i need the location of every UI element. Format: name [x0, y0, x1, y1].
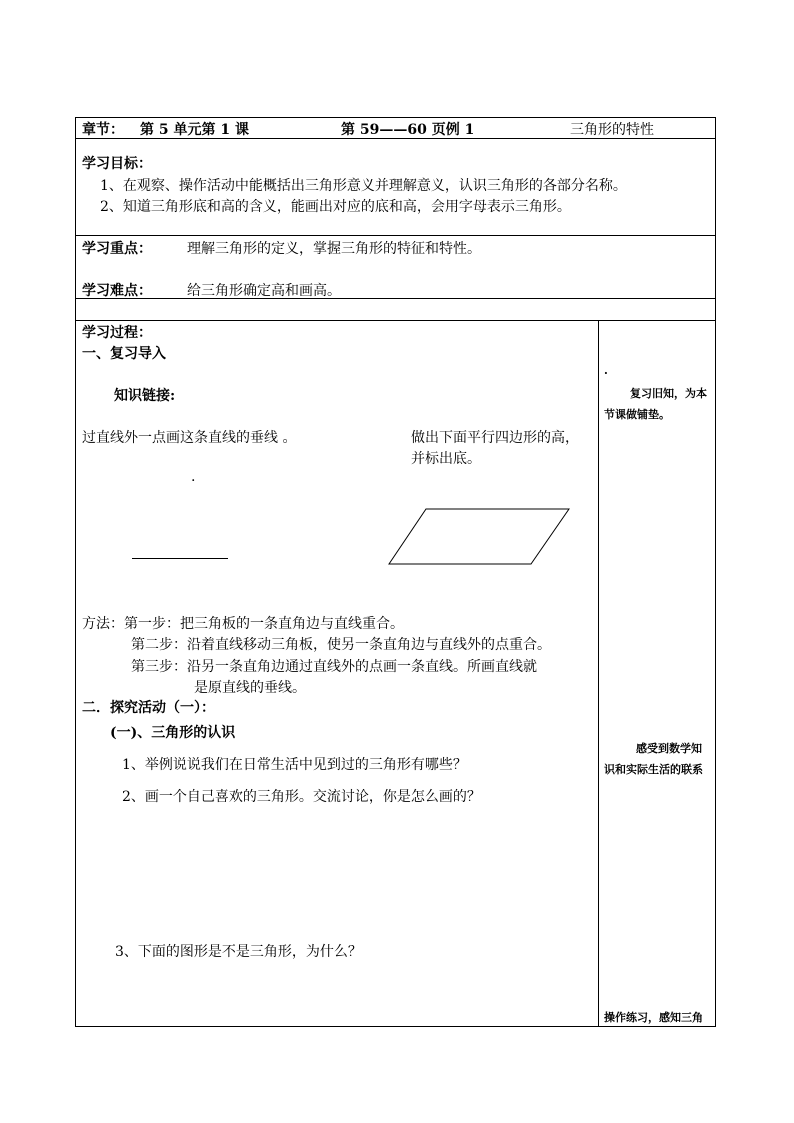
- task-perpendicular: 过直线外一点画这条直线的垂线 。: [82, 430, 297, 446]
- side-note-dot: .: [604, 364, 608, 377]
- question-1: 1、举例说说我们在日常生活中见到过的三角形有哪些？: [122, 757, 467, 773]
- subsection-triangle-intro: (一)、三角形的认识: [110, 725, 236, 741]
- method-step-3-continued: 是原直线的垂线。: [194, 680, 306, 696]
- method-step-2: 第二步：沿着直线移动三角板，使另一条直角边与直线外的点重合。: [131, 637, 551, 653]
- unit-lesson: 第 5 单元第 1 课: [140, 122, 249, 138]
- row-divider-keypoint: [75, 298, 716, 299]
- side-note-review-line1: 复习旧知，为本: [630, 387, 707, 400]
- side-note-review-line2: 节课做铺垫。: [604, 408, 670, 421]
- point-mark: .: [191, 469, 196, 485]
- method-step-1: 方法：第一步：把三角板的一条直角边与直线重合。: [82, 616, 404, 632]
- notes-column-divider: [598, 320, 599, 1027]
- table-bottom-border: [75, 1026, 716, 1027]
- section-explore-heading: 二．探究活动（一）：: [82, 700, 215, 716]
- row-divider-objectives: [75, 235, 716, 236]
- difficulty-label: 学习难点：: [82, 283, 152, 299]
- key-point-text: 理解三角形的定义，掌握三角形的特征和特性。: [187, 241, 481, 257]
- parallelogram-figure: [386, 507, 572, 567]
- table-top-border: [75, 117, 716, 118]
- task-parallelogram-line1: 做出下面平行四边形的高，: [411, 430, 579, 446]
- chapter-label: 章节：: [82, 122, 124, 138]
- page-range: 第 59——60 页例 1: [341, 122, 475, 138]
- side-note-operation: 操作练习，感知三角: [604, 1011, 703, 1024]
- process-label: 学习过程：: [82, 325, 152, 341]
- knowledge-link-heading: 知识链接:: [114, 388, 176, 404]
- method-step-3: 第三步：沿另一条直角边通过直线外的点画一条直线。所画直线就: [131, 659, 537, 675]
- section-review-heading: 一、复习导入: [82, 346, 166, 362]
- key-point-label: 学习重点：: [82, 241, 152, 257]
- given-line-figure: [132, 558, 228, 559]
- table-left-border: [75, 117, 76, 1027]
- lesson-topic: 三角形的特性: [570, 122, 654, 138]
- objective-item-2: 2、知道三角形底和高的含义，能画出对应的底和高，会用字母表示三角形。: [100, 199, 571, 215]
- objectives-label: 学习目标：: [82, 156, 152, 172]
- difficulty-text: 给三角形确定高和画高。: [187, 283, 341, 299]
- objective-item-1: 1、在观察、操作活动中能概括出三角形意义并理解意义，认识三角形的各部分名称。: [100, 178, 627, 194]
- task-parallelogram-line2: 并标出底。: [411, 451, 481, 467]
- table-right-border: [715, 117, 716, 1027]
- row-divider-blank: [75, 320, 716, 321]
- question-2: 2、画一个自己喜欢的三角形。交流讨论，你是怎么画的？: [122, 789, 481, 805]
- side-note-connection-line2: 识和实际生活的联系: [604, 763, 703, 776]
- side-note-connection-line1: 感受到数学知: [636, 742, 702, 755]
- question-3: 3、下面的图形是不是三角形，为什么？: [115, 944, 362, 960]
